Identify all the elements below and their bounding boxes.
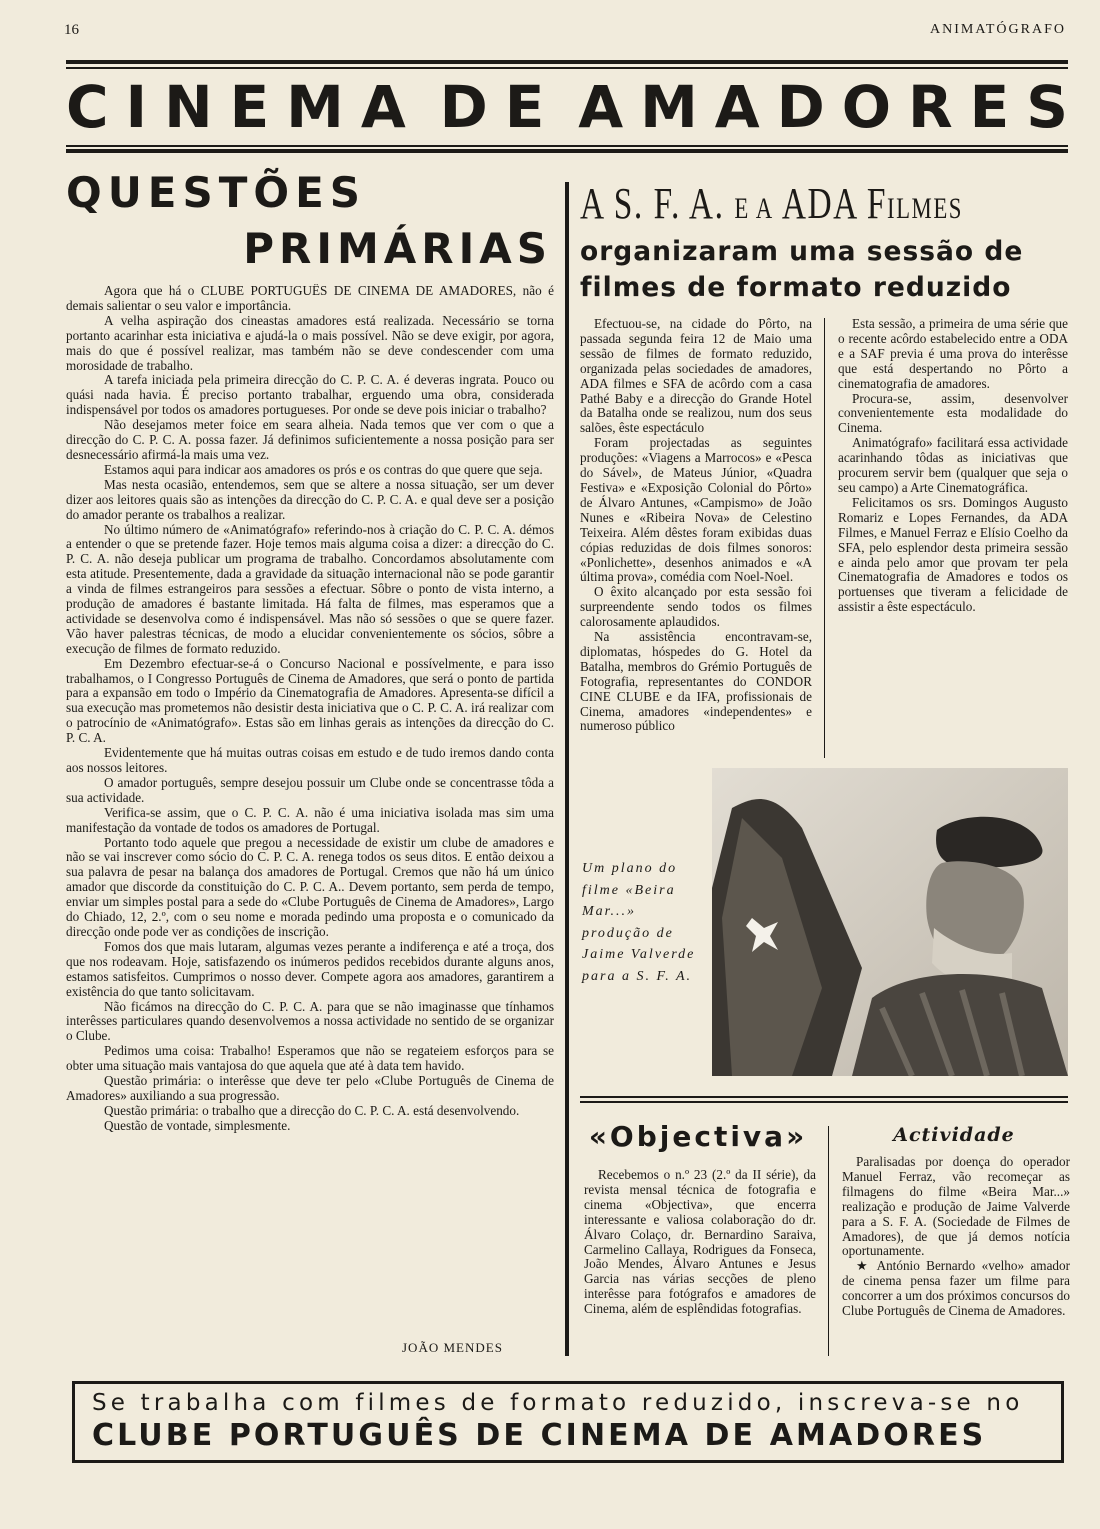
paragraph: No último número de «Animatógrafo» referindo-nos à criação do C. P. C. A. démos a entender o que se pretende fazer. Hoje temos mais alguma coisa a dizer: a direcção do C. P. C. A. não deseja publicar um programa de trabalho. Concordamos absolutamente com esta atitude. Presentemente, dada a gravidade da situação internacional não se pode garantir a vinda de filmes estrangeiros para sessões a efectuar. Sôbre o ponto de vista interno, a produção de amadores é bastante limitada. Há falta de filmes, mas esperamos que a actividade se desenvolva como é indispensável. Mas não só sessões o que se quere fazer. Vão haver palestras técnicas, de modo a elucidar convenientemente os sócios, sôbre a execução de filmes de formato reduzido. (66, 521, 554, 656)
photo-caption: Um plano do filme «Beira Mar...» produção de Jaime Valverde para a S. F. A. (582, 861, 696, 984)
banner-letter: A (714, 73, 760, 141)
publication-name: ANIMATÓGRAFO (929, 22, 1066, 37)
banner-letter: S (1026, 73, 1068, 141)
article-title-line1: QUESTÕES (66, 168, 367, 217)
lower-rule (580, 1101, 1068, 1103)
banner-letter: A (360, 73, 406, 141)
banner-letter: R (908, 73, 953, 141)
paragraph: O amador português, sempre desejou possuir um Clube onde se concentrasse tôda a sua actividade. (66, 774, 554, 805)
column-divider (565, 182, 569, 1356)
paragraph: Não desejamos meter foice em seara alheia. Nada temos que ver com o que a direcção do C. P. C. A. possa fazer. Já definimos suficientemente a nossa posição para ser desnecessário afirmá-la mais uma vez. (66, 417, 554, 462)
title-part: A S. F. A. (580, 179, 725, 228)
paragraph: A tarefa iniciada pela primeira direcção do C. P. C. A. é deveras ingrata. Pouco ou quási nada havia. É preciso portanto trabalhar, erguendo uma obra, considerada indispensável por todos os amadores portugueses. Por onde se deve pois iniciar o trabalho? (66, 372, 554, 418)
banner-letter: M (286, 73, 344, 141)
right-article-subtitle-line1: organizaram uma sessão de (580, 236, 1024, 267)
star-icon: ★ (856, 1258, 871, 1274)
paragraph: Pedimos uma coisa: Trabalho! Esperamos que não se regateiem esforços para se obter uma situação mais vantajosa do que aquela que até à data tem havido. (66, 1043, 554, 1074)
article-title-line2: PRIMÁRIAS (243, 224, 552, 273)
paragraph: Efectuou-se, na cidade do Pôrto, na passada segunda feira 12 de Maio uma sessão de filmes de formato reduzido, organizada pelas sociedades de amadores, ADA filmes e SFA de acôrdo com a casa Pathé Baby e a direcção do Grande Hotel da Batalha onde se realizou, num dos seus salões, êste espectáculo (580, 317, 812, 436)
right-article-column-1 (580, 317, 812, 761)
banner-letter: O (841, 73, 892, 141)
inner-column-divider (828, 1126, 829, 1356)
paragraph: Em Dezembro efectuar-se-á o Concurso Nacional e possívelmente, e para isso trabalhamos, o I Congresso Português de Cinema de Amadores, que será o ponto de partida para a expansão em todo o Império da Cinematografia de Amadores. Apresenta-se difícil a sua execução mas prometemos não desistir desta iniciativa que o C. P. C. A. irá realizar com o patrocínio de «Animatógrafo». Estas são em linhas gerais as intenções da direcção do C. P. C. A. (66, 655, 554, 746)
paragraph: Questão de vontade, simplesmente. (104, 1117, 291, 1133)
banner-letter: C (66, 73, 109, 141)
paragraph: Foram projectadas as seguintes produções: «Viagens a Marrocos» e «Pesca do Sável», de Mateus Júnior, «Quadra Festiva» e «Exposição Colonial do Pôrto» de Álvaro Antunes, «Campismo» de João Nunes e «Ribeira Nova» de Celestino Teixeira. Além dêstes foram exibidas duas cópias reduzidas de dois filmes sonoros: «Ponlichette», desenhos animados e «A última prova», comédia com Noel-Noel. (580, 435, 812, 585)
banner-rule (66, 149, 1068, 153)
objectiva-title: «Objectiva» (588, 1120, 808, 1153)
title-part: ADA (781, 179, 857, 228)
paragraph: Questão primária: o interêsse que deve ter pelo «Clube Português de Cinema de Amadores» auxiliando a sua progressão. (66, 1073, 554, 1103)
paragraph: Procura-se, assim, desenvolver convenientemente esta modalidade do Cinema. (838, 390, 1068, 436)
top-rule-thin (66, 67, 1068, 69)
objectiva-body (584, 1168, 816, 1358)
paragraph: Estamos aqui para indicar aos amadores os prós e os contras do que quere que seja. (104, 461, 543, 477)
paragraph: Animatógrafo» facilitará essa actividade acarinhando tôdas as iniciativas que procurem servir bem (qualquer que seja o seu campo) a Arte Cinematográfica. (838, 435, 1068, 495)
lower-rule (580, 1096, 1068, 1098)
banner-letter: E (504, 73, 545, 141)
section-banner (66, 74, 1068, 140)
page-number: 16 (64, 22, 79, 38)
banner-letter: D (776, 73, 825, 141)
paragraph: Mas nesta ocasião, entendemos, sem que se altere a nossa situação, ser um dever dizer aos leitores quais são as intenções da direcção do C. P. C. A. e qual deve ser a posição do amador perante os trabalhos a realizar. (66, 476, 554, 522)
paragraph-text: António Bernardo «velho» amador de cinema pensa fazer um filme para concorrer a um dos próximos concursos do Clube Português de Cinema de Amadores. (842, 1258, 1070, 1319)
fisherman-photo-icon (712, 768, 1068, 1076)
article-author: JOÃO MENDES (402, 1340, 503, 1355)
article-body (66, 284, 554, 1340)
banner-letter: A (578, 73, 624, 141)
paragraph: Recebemos o n.º 23 (2.º da II série), da revista mensal técnica de fotografia e cinema «Objectiva», que encerra interessante e valiosa colaboração do dr. Álvaro Colaço, dr. Bernardino Saraiva, Carmelino Callaya, Rodrigues da Fonseca, João Mendes, Álvaro Antunes e Jesus Garcia nas várias secções de pleno interêsse para fotógrafos e amadores de Cinema, além de esplêndidas fotografias. (584, 1168, 816, 1317)
paragraph: Na assistência encontravam-se, diplomatas, hóspedes do G. Hotel da Batalha, membros do Grémio Português de Fotografia, representantes do CONDOR CINE CLUBE e da IFA, profissionais de Cinema, amadores «independentes» e numeroso público (580, 629, 812, 734)
club-advert-line2: CLUBE PORTUGUÊS DE CINEMA DE AMADORES (92, 1418, 987, 1453)
title-part: F (866, 179, 887, 228)
banner-letter: E (969, 73, 1010, 141)
banner-letter: E (229, 73, 270, 141)
banner-letter: M (640, 73, 698, 141)
top-rule (66, 60, 1068, 64)
banner-letter: D (439, 73, 488, 141)
paragraph (842, 1259, 1070, 1319)
paragraph: Evidentemente que há muitas outras coisas em estudo e de tudo iremos dando conta aos nossos leitores. (66, 745, 554, 775)
paragraph: Fomos dos que mais lutaram, algumas vezes perante a indiferença e até a troça, dos que nos rodeavam. Hoje, satisfazendo os inúmeros pedidos recebidos durante alguns anos, estamos satisfeitos. Cumprimos o nosso dever. Compete agora aos amadores, garantirem a existência do que tanto solicitavam. (66, 938, 554, 999)
paragraph: Verifica-se assim, que o C. P. C. A. não é uma iniciativa isolada mas sim uma manifestação da vontade de todos os amadores de Portugal. (66, 804, 554, 835)
paragraph: Portanto todo aquele que pregou a necessidade de existir um clube de amadores e não se vai inscrever como sócio do C. P. C. A. renega todos os seus ditos. E então deixou a sua palavra de pesar na balança dos amadores de Portugal. Cremos que não há um único amador que discorde da constituição do C. P. C. A.. Devem portanto, sem perda de tempo, enviar um simples postal para a sede do «Clube Português de Cinema de Amadores», Largo do Chiado, 12, 2.º, com o seu nome e morada pedindo uma proposta e o comunicado da direcção onde pode ver as condições de inscrição. (66, 834, 554, 939)
right-article-title (580, 176, 963, 232)
paragraph: Não ficámos na direcção do C. P. C. A. para que se não imaginasse que tínhamos interêsses particulares quando desenvolvemos a nossa actividade no sentido de se organizar o Clube. (66, 998, 554, 1044)
paragraph: O êxito alcançado por esta sessão foi surpreendente sendo todos os filmes calorosamente aplaudidos. (580, 584, 812, 630)
film-still-photo (712, 768, 1068, 1076)
right-article-subtitle-line2: filmes de formato reduzido (580, 272, 1012, 303)
banner-rule-thin (66, 145, 1068, 147)
right-article-column-2 (838, 317, 1068, 761)
paragraph: Questão primária: o trabalho que a direcção do C. P. C. A. está desenvolvendo. (104, 1102, 520, 1118)
paragraph: Felicitamos os srs. Domingos Augusto Romariz e Lopes Fernandes, da ADA Filmes, e Manuel Ferraz e Elísio Coelho da SFA, pelo esplendor desta primeira sessão e ainda pelo amor que provam ter pela Cinematografia de Amadores e todos os portuenses que tiveram a felicidade de assistir a êste espectáculo. (838, 494, 1068, 615)
paragraph: Esta sessão, a primeira de uma série que o recente acôrdo estabelecido entre a ODA e a SAF previa é uma prova do interêsse que está despertando no Pôrto a cinematografia de amadores. (838, 317, 1068, 391)
club-advert-line1: Se trabalha com filmes de formato reduzido, inscreva-se no (92, 1390, 1024, 1416)
actividade-body (842, 1155, 1070, 1360)
title-part: ILMES (886, 192, 963, 225)
banner-letter: I (125, 73, 148, 141)
paragraph: Paralisadas por doença do operador Manuel Ferraz, vão recomeçar as filmagens do filme «Beira Mar...» realização e produção de Jaime Valverde para a S. F. A. (Sociedade de Filmes de Amadores), de que já demos notícia oportunamente. (842, 1155, 1070, 1259)
title-part: E A (734, 192, 774, 225)
paragraph: Agora que há o CLUBE PORTUGUÊS DE CINEMA DE AMADORES, não é demais salientar o seu valor e importância. (66, 284, 554, 313)
actividade-title: Actividade (893, 1124, 1015, 1146)
paragraph: A velha aspiração dos cineastas amadores está realizada. Necessário se torna portanto acarinhar esta iniciativa e ajudá-la o mais possível. Não se deve exigir, por agora, mais do que é possível realizar, mas também não se deve condescender com uma morosidade de trabalho. (66, 312, 554, 373)
inner-column-divider (824, 318, 825, 758)
banner-letter: N (164, 73, 213, 141)
